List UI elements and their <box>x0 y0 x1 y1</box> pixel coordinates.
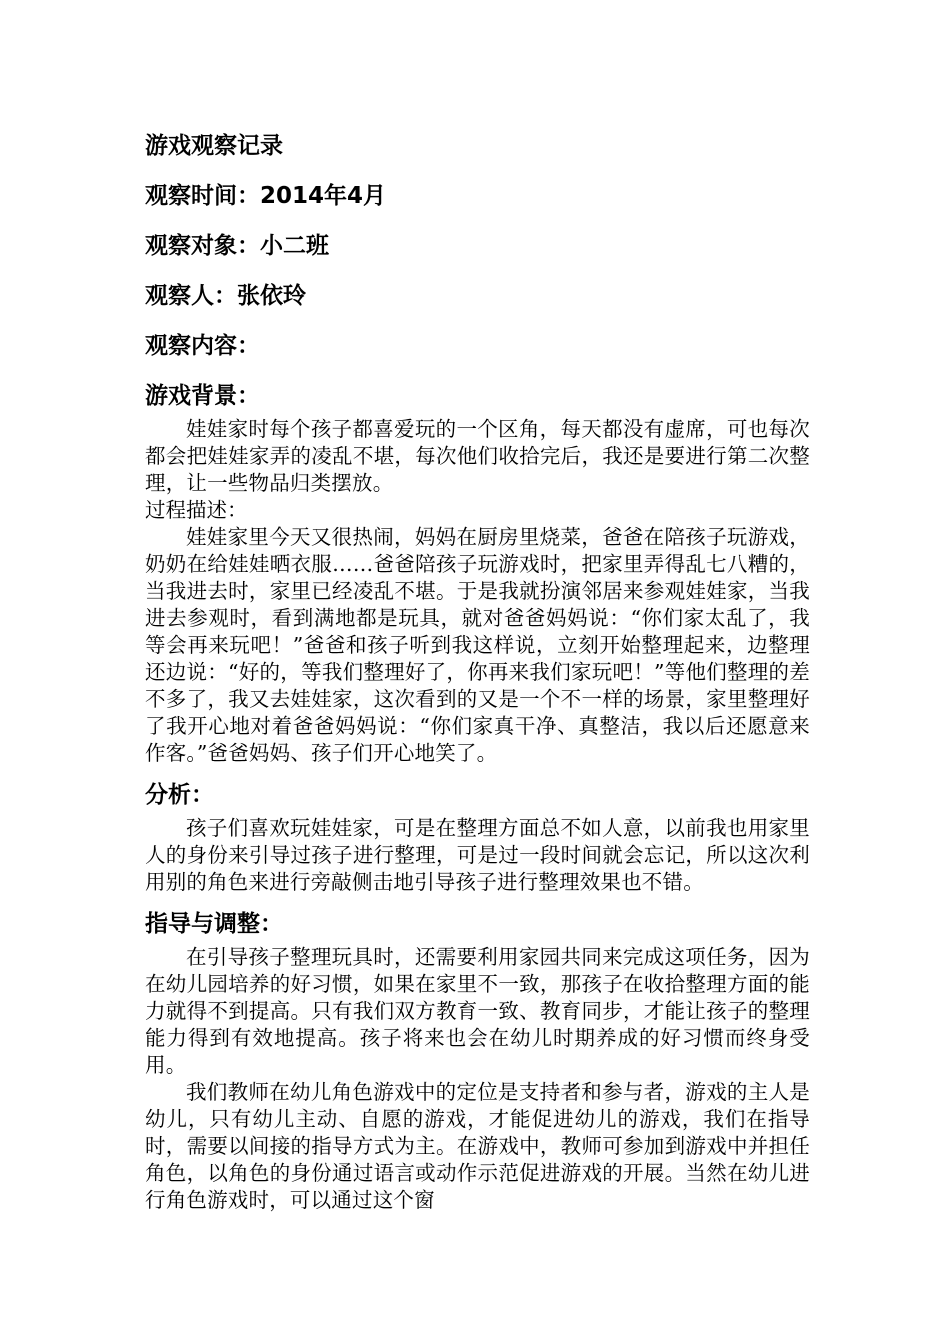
guidance-paragraph-2: 我们教师在幼儿角色游戏中的定位是支持者和参与者，游戏的主人是幼儿，只有幼儿主动、自愿的游戏，才能促进幼儿的游戏，我们在指导时，需要以间接的指导方式为主。在游戏中，教师可参加到游戏中并担任角色，以角色的身份通过语言或动作示范促进游戏的开展。当然在幼儿进行角色游戏时，可以通过这个窗 <box>145 1080 810 1212</box>
analysis-heading: 分析： <box>145 782 214 808</box>
guidance-heading: 指导与调整： <box>145 911 283 937</box>
observation-time: 观察时间：2014年4月 <box>145 183 387 209</box>
process-paragraph: 娃娃家里今天又很热闹，妈妈在厨房里烧菜，爸爸在陪孩子玩游戏，奶奶在给娃娃晒衣服……爸爸陪孩子玩游戏时，把家里弄得乱七八糟的，当我进去时，家里已经凌乱不堪。于是我就扮演邻居来参观娃娃家，当我进去参观时，看到满地都是玩具，就对爸爸妈妈说：“你们家太乱了，我等会再来玩吧！”爸爸和孩子听到我这样说，立刻开始整理起来，边整理还边说：“好的，等我们整理好了，你再来我们家玩吧！”等他们整理的差不多了，我又去娃娃家，这次看到的又是一个不一样的场景，家里整理好了我开心地对着爸爸妈妈说：“你们家真干净、真整洁，我以后还愿意来作客。”爸爸妈妈、孩子们开心地笑了。 <box>145 525 810 765</box>
analysis-paragraph: 孩子们喜欢玩娃娃家，可是在整理方面总不如人意，以前我也用家里人的身份来引导过孩子进行整理，可是过一段时间就会忘记，所以这次利用别的角色来进行旁敲侧击地引导孩子进行整理效果也不错。 <box>145 816 810 894</box>
observer-name: 观察人：张依玲 <box>145 283 306 309</box>
document-page <box>145 130 810 1214</box>
observation-content-label: 观察内容： <box>145 333 260 359</box>
background-heading: 游戏背景： <box>145 383 260 409</box>
process-label: 过程描述： <box>145 498 248 522</box>
background-paragraph: 娃娃家时每个孩子都喜爱玩的一个区角，每天都没有虚席，可也每次都会把娃娃家弄的凌乱不堪，每次他们收拾完后，我还是要进行第二次整理，让一些物品归类摆放。 <box>145 417 810 495</box>
document-title: 游戏观察记录 <box>145 133 283 159</box>
observation-subject: 观察对象：小二班 <box>145 233 329 259</box>
guidance-paragraph-1: 在引导孩子整理玩具时，还需要利用家园共同来完成这项任务，因为在幼儿园培养的好习惯，如果在家里不一致，那孩子在收拾整理方面的能力就得不到提高。只有我们双方教育一致、教育同步，才能让孩子的整理能力得到有效地提高。孩子将来也会在幼儿时期养成的好习惯而终身受用。 <box>145 945 810 1077</box>
